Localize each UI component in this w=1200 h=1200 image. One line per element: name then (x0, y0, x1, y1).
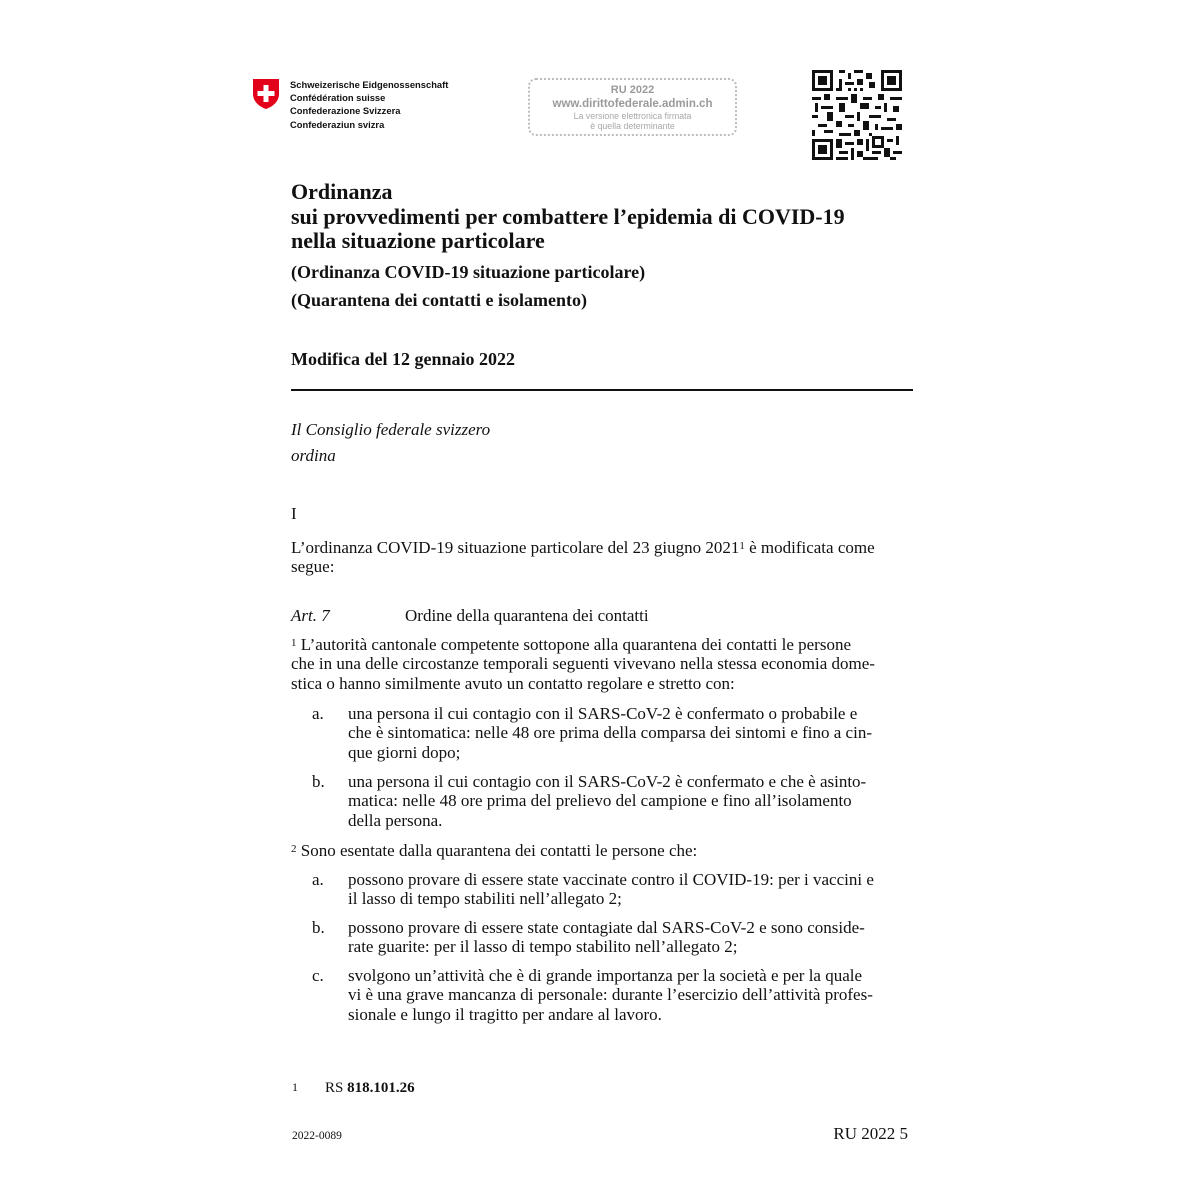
footnote-number: 1 (292, 1080, 298, 1094)
footnote (325, 1080, 415, 1097)
stamp-line-4: è quella determinante (590, 121, 675, 131)
stamp-line-1: RU 2022 (610, 84, 655, 96)
intro-text-line-2: segue: (291, 557, 335, 577)
title-line-2: sui provvedimenti per combattere l’epidemia di COVID-19 (291, 203, 845, 229)
item-line: possono provare di essere state contagiate dal SARS-CoV-2 e sono conside- (348, 918, 865, 937)
para1-line-3: stica o hanno similmente avuto un contatto regolare e stretto con: (291, 673, 735, 693)
federation-name-fr: Confédération suisse (290, 92, 386, 104)
publication-stamp (528, 78, 737, 136)
item-line: una persona il cui contagio con il SARS-CoV-2 è confermato e che è asinto- (348, 772, 867, 791)
article-paragraph-1 (291, 635, 909, 693)
para1-item-a-letter: a. (312, 704, 324, 723)
intro-text: L’ordinanza COVID-19 situazione particolare del 23 giugno 2021 (291, 538, 740, 557)
page-reference: RU 2022 5 (833, 1124, 908, 1143)
item-line: svolgono un’attività che è di grande importanza per la società e per la quale (348, 966, 863, 985)
item-line: che è sintomatica: nelle 48 ore prima della comparsa dei sintomi e fino a cin- (348, 723, 872, 743)
swiss-cross-icon (251, 78, 281, 110)
item-line: una persona il cui contagio con il SARS-CoV-2 è confermato o probabile e (348, 704, 858, 723)
title-line-1: Ordinanza (291, 179, 393, 204)
federation-name-de: Schweizerische Eidgenossenschaft (290, 79, 449, 90)
stamp-line-3: La versione elettronica firmata (573, 111, 692, 121)
footnote-prefix: RS (325, 1080, 344, 1096)
paragraph-1-number: 1 (291, 637, 297, 649)
federation-name-it: Confederazione Svizzera (290, 105, 401, 117)
federation-name-rm: Confederaziun svizra (290, 118, 385, 130)
item-line: il lasso di tempo stabiliti nell’allegato 2; (348, 889, 622, 909)
para2-text: Sono esentate dalla quarantena dei contatti le persone che: (300, 841, 698, 860)
article-label: Art. 7 (291, 606, 330, 625)
para2-item-c (348, 966, 909, 1024)
item-line: della persona. (348, 810, 443, 830)
intro-text-continued: è modificata come (744, 538, 875, 557)
section-number: I (291, 504, 297, 523)
item-line: matica: nelle 48 ore prima del prelievo del campione e fino all’isolamento (348, 791, 852, 811)
para2-item-a-letter: a. (312, 870, 324, 889)
para1-line-1: L’autorità cantonale competente sottopone alla quarantena dei contatti le persone (300, 635, 851, 654)
para2-item-b (348, 918, 909, 957)
topic-title: (Quarantena dei contatti e isolamento) (291, 290, 587, 310)
footnote-reference[interactable]: 818.101.26 (347, 1080, 415, 1096)
intro-paragraph (291, 538, 909, 577)
amendment-date: Modifica del 12 gennaio 2022 (291, 349, 515, 369)
item-line: vi è una grave mancanza di personale: durante l’esercizio dell’attività profes- (348, 985, 873, 1005)
para1-item-b (348, 772, 909, 830)
footnote-ref[interactable]: 1 (739, 540, 745, 552)
item-line: que giorni dopo; (348, 742, 461, 762)
item-line: possono provare di essere state vaccinate contro il COVID-19: per i vaccini e (348, 870, 874, 889)
article-paragraph-2 (291, 841, 697, 860)
paragraph-2-number: 2 (291, 843, 297, 855)
item-line: rate guarite: per il lasso di tempo stabilito nell’allegato 2; (348, 937, 738, 957)
federation-names (290, 78, 448, 131)
document-title (291, 180, 931, 254)
para2-item-c-letter: c. (312, 966, 324, 985)
para1-item-a (348, 704, 909, 762)
title-line-3: nella situazione particolare (291, 228, 545, 253)
decree: ordina (291, 446, 336, 465)
qr-code-icon (812, 70, 902, 160)
para1-line-2: che in una delle circostanze temporali seguenti vivevano nella stessa economia dome- (291, 654, 875, 674)
item-line: sionale e lungo il tragitto per andare al lavoro. (348, 1004, 662, 1024)
para1-item-b-letter: b. (312, 772, 325, 791)
para2-item-a (348, 870, 909, 909)
short-title: (Ordinanza COVID-19 situazione particolare) (291, 262, 646, 282)
article-heading: Ordine della quarantena dei contatti (405, 606, 649, 625)
document-number: 2022-0089 (292, 1130, 342, 1142)
title-divider (291, 389, 913, 391)
stamp-url[interactable]: www.dirittofederale.admin.ch (552, 98, 713, 110)
para2-item-b-letter: b. (312, 918, 325, 937)
issuer: Il Consiglio federale svizzero (291, 420, 491, 439)
